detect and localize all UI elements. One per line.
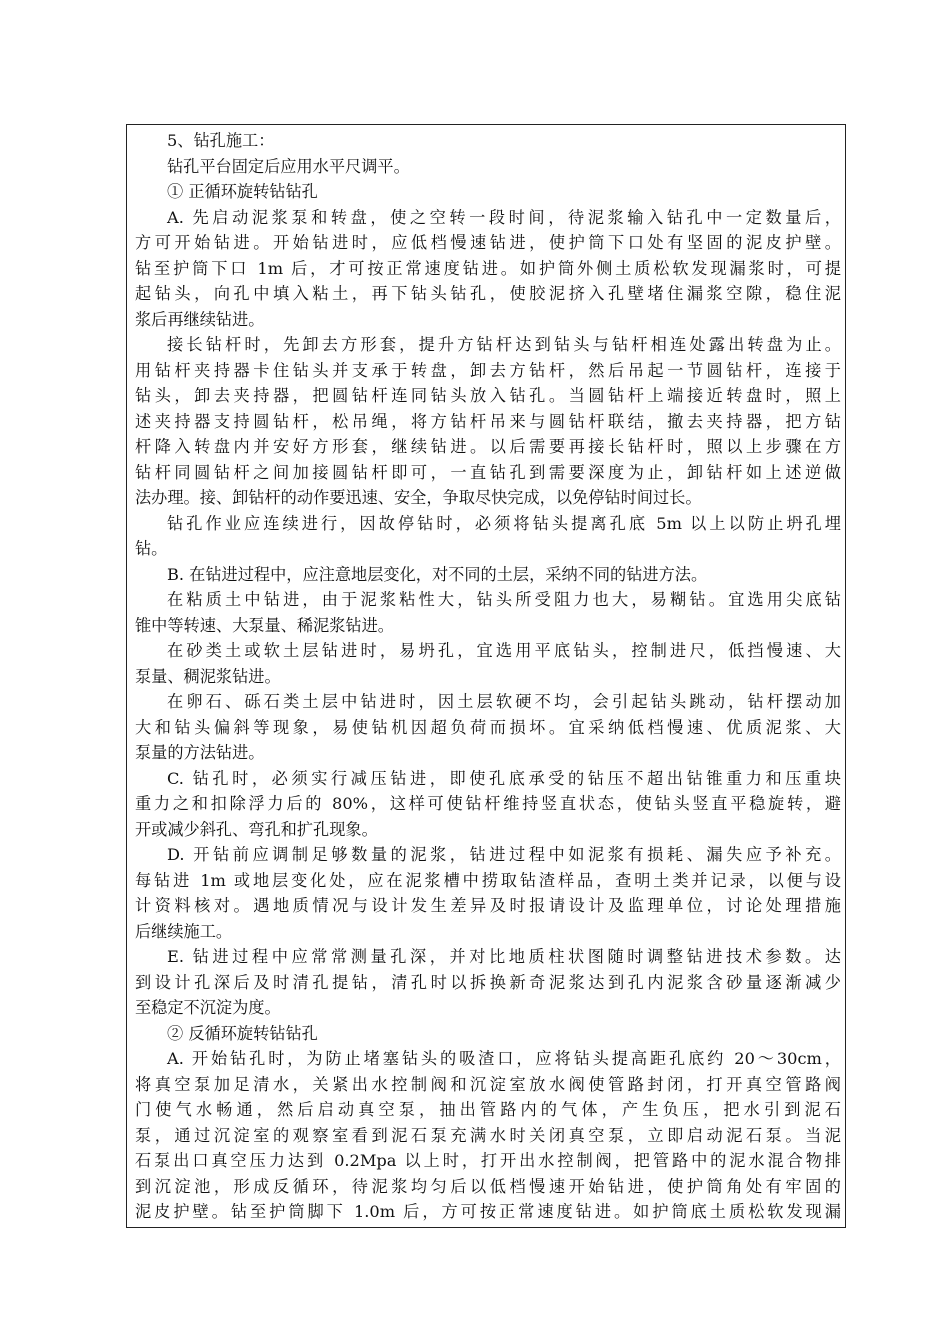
text-line: 计资料核对。遇地质情况与设计发生差异及时报请设计及监理单位，讨论处理措施 [135,896,841,915]
text-line: 锥中等转速、大泵量、稀泥浆钻进。 [135,615,394,635]
text-line: 在砂类土或软土层钻进时，易坍孔，宜选用平底钻头，控制进尺，低挡慢速、大 [167,641,841,660]
text-line: 浆后再继续钻进。 [135,309,265,329]
text-line: 泵量的方法钻进。 [135,743,265,762]
text-line: B. 在钻进过程中，应注意地层变化，对不同的土层，采纳不同的钻进方法。 [167,564,708,584]
section-heading: 5、钻孔施工： [167,131,275,150]
text-line: E. 钻进过程中应常常测量孔深，并对比地质柱状图随时调整钻进技术参数。达 [167,947,841,966]
text-line: 钻至护筒下口 1m 后，才可按正常速度钻进。如护筒外侧土质松软发现漏浆时，可提 [135,258,841,278]
document-body [135,128,841,1225]
text-line: 石泵出口真空压力达到 0.2Mpa 以上时，打开出水控制阀，把管路中的泥水混合物排 [135,1151,841,1170]
text-line: 在粘质土中钻进，由于泥浆粘性大，钻头所受阻力也大，易糊钻。宜选用尖底钻 [167,590,841,609]
text-line: A. 先启动泥浆泵和转盘，使之空转一段时间，待泥浆输入钻孔中一定数量后， [167,207,841,227]
subsection-heading: ① 正循环旋转钻钻孔 [167,182,318,201]
text-line: 起钻头，向孔中填入粘土，再下钻头钻孔，使胶泥挤入孔壁堵住漏浆空隙，稳住泥 [135,284,841,303]
text-line: D. 开钻前应调制足够数量的泥浆，钻进过程中如泥浆有损耗、漏失应予补充。 [167,845,841,864]
text-line: 法办理。接、卸钻杆的动作要迅速、安全，争取尽快完成，以免停钻时间过长。 [135,488,702,507]
text-line: 将真空泵加足清水，关紧出水控制阀和沉淀室放水阀使管路封闭，打开真空管路阀 [135,1074,841,1094]
subsection-heading: ② 反循环旋转钻钻孔 [167,1023,318,1043]
text-line: 方可开始钻进。开始钻进时，应低档慢速钻进，使护筒下口处有坚固的泥皮护壁。 [135,233,841,252]
text-line: A. 开始钻孔时，为防止堵塞钻头的吸渣口，应将钻头提高距孔底约 20～30cm， [167,1049,841,1068]
text-line: 每钻进 1m 或地层变化处，应在泥浆槽中捞取钻渣样品，查明土类并记录，以便与设 [135,870,841,890]
text-line: 杆降入转盘内并安好方形套，继续钻进。以后需要再接长钻杆时，照以上步骤在方 [135,437,841,456]
text-line: 泥皮护壁。钻至护筒脚下 1.0m 后，方可按正常速度钻进。如护筒底土质松软发现漏 [135,1202,841,1221]
text-line: 到设计孔深后及时清孔提钻，清孔时以拆换新奇泥浆达到孔内泥浆含砂量逐渐减少 [135,972,841,992]
text-line: 至稳定不沉淀为度。 [135,998,281,1017]
text-line: 接长钻杆时，先卸去方形套，提升方钻杆达到钻头与钻杆相连处露出转盘为止。 [167,335,841,354]
text-line: 泵量、稠泥浆钻进。 [135,666,281,686]
text-line: 钻。 [135,539,168,558]
text-line: 钻头，卸去夹持器，把圆钻杆连同钻头放入钻孔。当圆钻杆上端接近转盘时，照上 [135,386,841,405]
text-line: 在卵石、砾石类土层中钻进时，因土层软硬不均，会引起钻头跳动，钻杆摆动加 [167,692,841,711]
text-line: 钻杆同圆钻杆之间加接圆钻杆即可，一直钻孔到需要深度为止，卸钻杆如上述逆做 [135,462,841,482]
text-line: 到沉淀池，形成反循环，待泥浆均匀后以低档慢速开始钻进，使护筒角处有牢固的 [135,1176,841,1196]
text-line: 述夹持器支持圆钻杆，松吊绳，将方钻杆吊来与圆钻杆联结，撤去夹持器，把方钻 [135,411,841,431]
text-line: 后继续施工。 [135,921,233,941]
text-line: 门使气水畅通，然后启动真空泵，抽出管路内的气体，产生负压，把水引到泥石 [135,1100,841,1119]
text-line: 钻孔作业应连续进行，因故停钻时，必须将钻头提离孔底 5m 以上以防止坍孔埋 [167,513,841,533]
text-line: 钻孔平台固定后应用水平尺调平。 [167,156,410,176]
text-line: 重力之和扣除浮力后的 80%，这样可使钻杆维持竖直状态，使钻头竖直平稳旋转，避 [135,794,841,813]
text-line: 大和钻头偏斜等现象，易使钻机因超负荷而损坏。宜采纳低档慢速、优质泥浆、大 [135,717,841,737]
text-line: 泵，通过沉淀室的观察室看到泥石泵充满水时关闭真空泵，立即启动泥石泵。当泥 [135,1125,841,1145]
text-line: C. 钻孔时，必须实行减压钻进，即使孔底承受的钻压不超出钻锥重力和压重块 [167,768,841,788]
text-line: 用钻杆夹持器卡住钻头并支承于转盘，卸去方钻杆，然后吊起一节圆钻杆，连接于 [135,360,841,380]
text-line: 开或减少斜孔、弯孔和扩孔现象。 [135,819,378,839]
